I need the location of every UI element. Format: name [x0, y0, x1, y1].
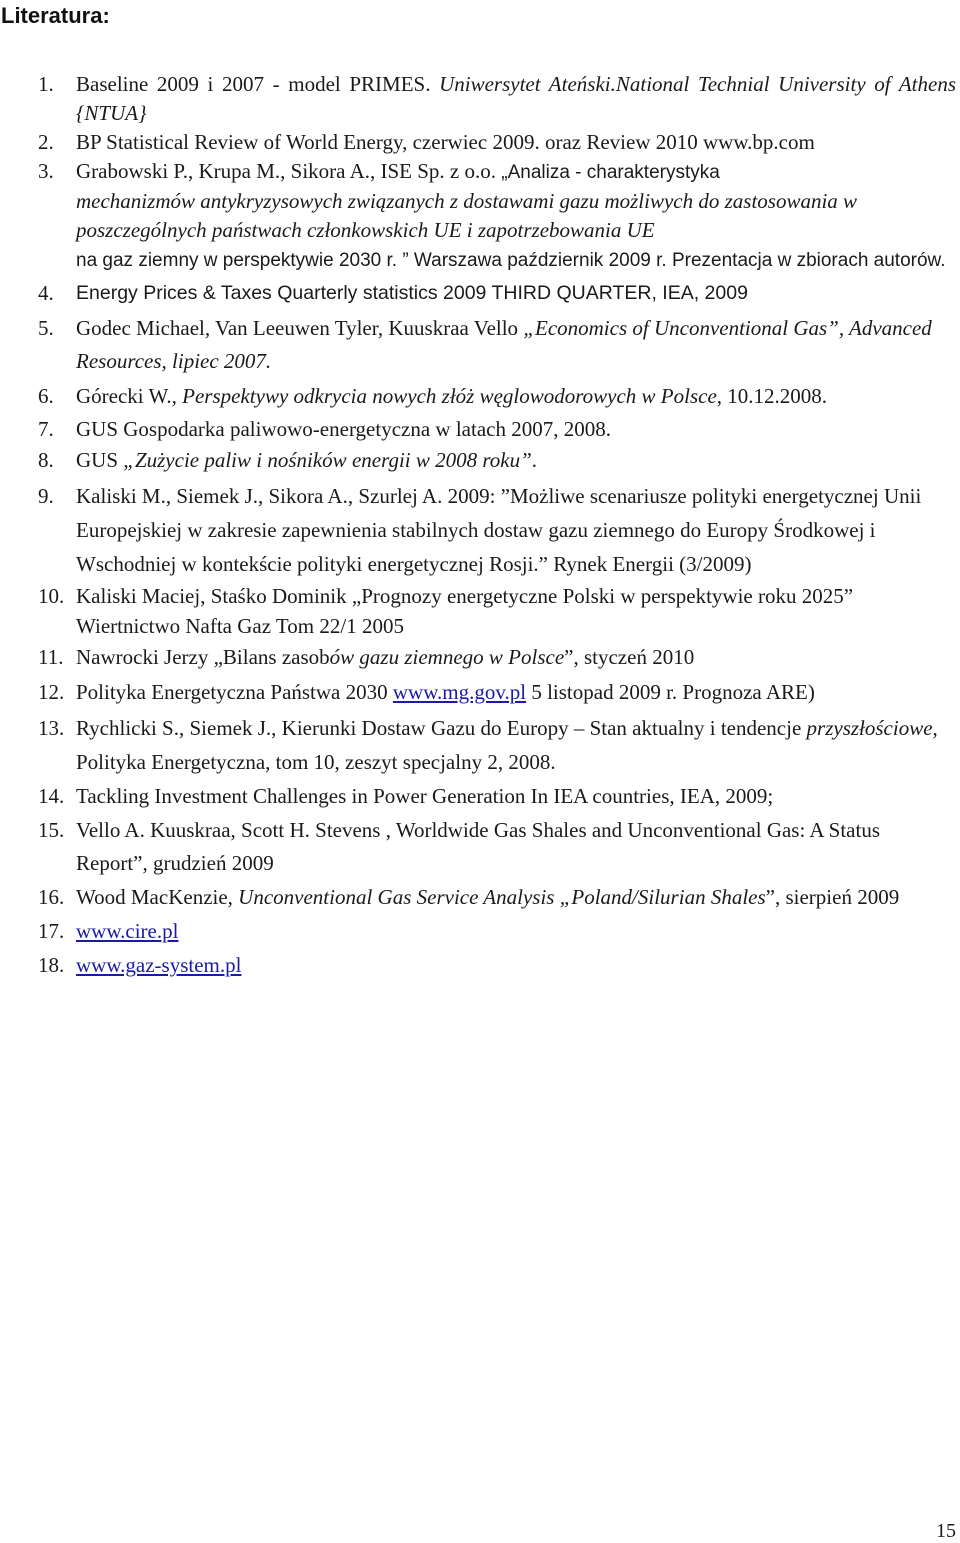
reference-text: BP Statistical Review of World Energy, czerwiec 2009. oraz Review 2010 www.bp.com	[76, 130, 815, 154]
reference-text-sans: „Analiza - charakterystyka	[501, 162, 720, 183]
reference-text-part: , 10.12.2008.	[716, 384, 828, 408]
reference-text-part: Górecki W.	[76, 384, 172, 408]
reference-number: 18.	[38, 953, 65, 977]
reference-text-part: ”, styczeń 2010	[564, 645, 695, 669]
reference-number: 11.	[38, 645, 64, 669]
reference-text-part: Wood MacKenzie,	[76, 885, 239, 909]
gaz-system-link[interactable]: www.gaz-system.pl	[76, 953, 242, 977]
reference-text-part: Godec Michael, Van Leeuwen Tyler, Kuuskraa Vello	[76, 316, 524, 340]
reference-text-part: ”, sierpień 2009	[765, 885, 900, 909]
cire-link[interactable]: www.cire.pl	[76, 919, 179, 943]
reference-item-5	[0, 312, 960, 378]
reference-number: 13.	[38, 716, 65, 740]
reference-item-11	[0, 643, 960, 672]
reference-text-italic: „Economics of Unconventional Gas”, Advanced Resources, lipiec 2007.	[76, 316, 932, 373]
reference-item-4	[0, 279, 960, 308]
reference-item-15	[0, 814, 960, 880]
reference-number: 3.	[38, 159, 54, 183]
reference-number: 6.	[38, 384, 54, 408]
reference-number: 1.	[38, 72, 54, 96]
mg-gov-link[interactable]: www.mg.gov.pl	[392, 680, 527, 704]
reference-text: Vello A. Kuuskraa, Scott H. Stevens , Worldwide Gas Shales and Unconventional Gas: A Status Report”, grudzień 2009	[76, 818, 880, 875]
reference-list	[0, 70, 960, 982]
reference-text-part: Nawrocki Jerzy „Bilans zasob	[76, 645, 330, 669]
reference-number: 8.	[38, 448, 54, 472]
reference-text	[76, 446, 956, 475]
reference-item-14	[0, 780, 960, 813]
reference-item-10	[0, 581, 960, 641]
reference-text	[76, 676, 956, 709]
reference-number: 2.	[38, 130, 54, 154]
reference-text: Kaliski Maciej, Staśko Dominik „Prognozy energetyczne Polski w perspektywie roku 2025” Wiertnictwo Nafta Gaz Tom 22/1 2005	[76, 584, 854, 638]
reference-text	[76, 711, 956, 779]
reference-item-17	[0, 915, 960, 948]
reference-text	[76, 643, 956, 672]
reference-text	[76, 157, 956, 275]
reference-number: 15.	[38, 818, 65, 842]
reference-item-3	[0, 157, 960, 275]
reference-item-13	[0, 711, 960, 779]
reference-item-12	[0, 676, 960, 709]
reference-number: 5.	[38, 316, 54, 340]
reference-text-italic: przyszłościowe	[806, 716, 933, 740]
reference-item-8	[0, 446, 960, 475]
reference-number: 12.	[38, 680, 65, 704]
reference-text: Energy Prices & Taxes Quarterly statistics 2009 THIRD QUARTER, IEA, 2009	[76, 282, 748, 304]
reference-text	[76, 949, 956, 982]
reference-number: 4.	[38, 281, 54, 305]
reference-text	[76, 70, 956, 128]
reference-text-part: .	[531, 448, 538, 472]
reference-text-part: Polityka Energetyczna Państwa 2030	[76, 680, 393, 704]
reference-text-part: Baseline 2009 i 2007 - model PRIMES.	[76, 72, 440, 96]
reference-text	[76, 881, 956, 914]
reference-text	[76, 915, 956, 948]
reference-number: 10.	[38, 584, 65, 608]
reference-text: GUS Gospodarka paliwowo-energetyczna w latach 2007, 2008.	[76, 417, 611, 441]
page-heading: Literatura:	[1, 3, 110, 28]
reference-text	[76, 312, 956, 378]
reference-number: 7.	[38, 417, 54, 441]
reference-text-sans: na gaz ziemny w perspektywie 2030 r. ” Warszawa październik 2009 r. Prezentacja w zbiorach autorów.	[76, 250, 946, 271]
reference-number: 14.	[38, 784, 65, 808]
reference-number: 16.	[38, 885, 65, 909]
reference-item-1	[0, 70, 960, 128]
reference-text: Kaliski M., Siemek J., Sikora A., Szurlej A. 2009: ”Możliwe scenariusze polityki energetycznej Unii Europejskiej w zakresie zapewnienia stabilnych dostaw gazu ziemnego do Europy Środkowej i Wschodniej w kontekście polityki energetycznej Rosji.” Rynek Energii (3/2009)	[76, 484, 922, 576]
reference-text: Tackling Investment Challenges in Power Generation In IEA countries, IEA, 2009;	[76, 784, 774, 808]
reference-text	[76, 380, 956, 413]
reference-text-part: GUS	[76, 448, 124, 472]
reference-text-italic: , Perspektywy odkrycia nowych złóż węglowodorowych w Polsce	[171, 384, 717, 408]
reference-text-part: , Polityka Energetyczna, tom 10, zeszyt specjalny 2, 2008.	[76, 716, 938, 774]
reference-item-2	[0, 128, 960, 157]
reference-text-part: Rychlicki S., Siemek J., Kierunki Dostaw Gazu do Europy – Stan aktualny i tendencje	[76, 716, 807, 740]
reference-item-9	[0, 479, 960, 581]
reference-number: 9.	[38, 484, 54, 508]
reference-item-18	[0, 949, 960, 982]
reference-text-italic: ów gazu ziemnego w Polsce	[329, 645, 565, 669]
reference-text-part: Grabowski P., Krupa M., Sikora A., ISE Sp. z o.o.	[76, 159, 502, 183]
reference-item-6	[0, 380, 960, 413]
reference-text-part: 5 listopad 2009 r. Prognoza ARE)	[526, 680, 815, 704]
reference-number: 17.	[38, 919, 65, 943]
reference-item-16	[0, 881, 960, 914]
reference-item-7	[0, 415, 960, 444]
reference-text-italic: Uniwersytet Ateński.National Technial University of Athens {NTUA}	[76, 72, 956, 125]
reference-text-italic: mechanizmów antykryzysowych związanych z dostawami gazu możliwych do zastosowania w poszczególnych państwach członkowskich UE i zapotrzebowania UE	[76, 189, 858, 242]
page-number: 15	[936, 1520, 956, 1542]
reference-text-italic: Unconventional Gas Service Analysis „Poland/Silurian Shales	[238, 885, 766, 909]
reference-text-italic: „Zużycie paliw i nośników energii w 2008 roku”	[123, 448, 532, 472]
